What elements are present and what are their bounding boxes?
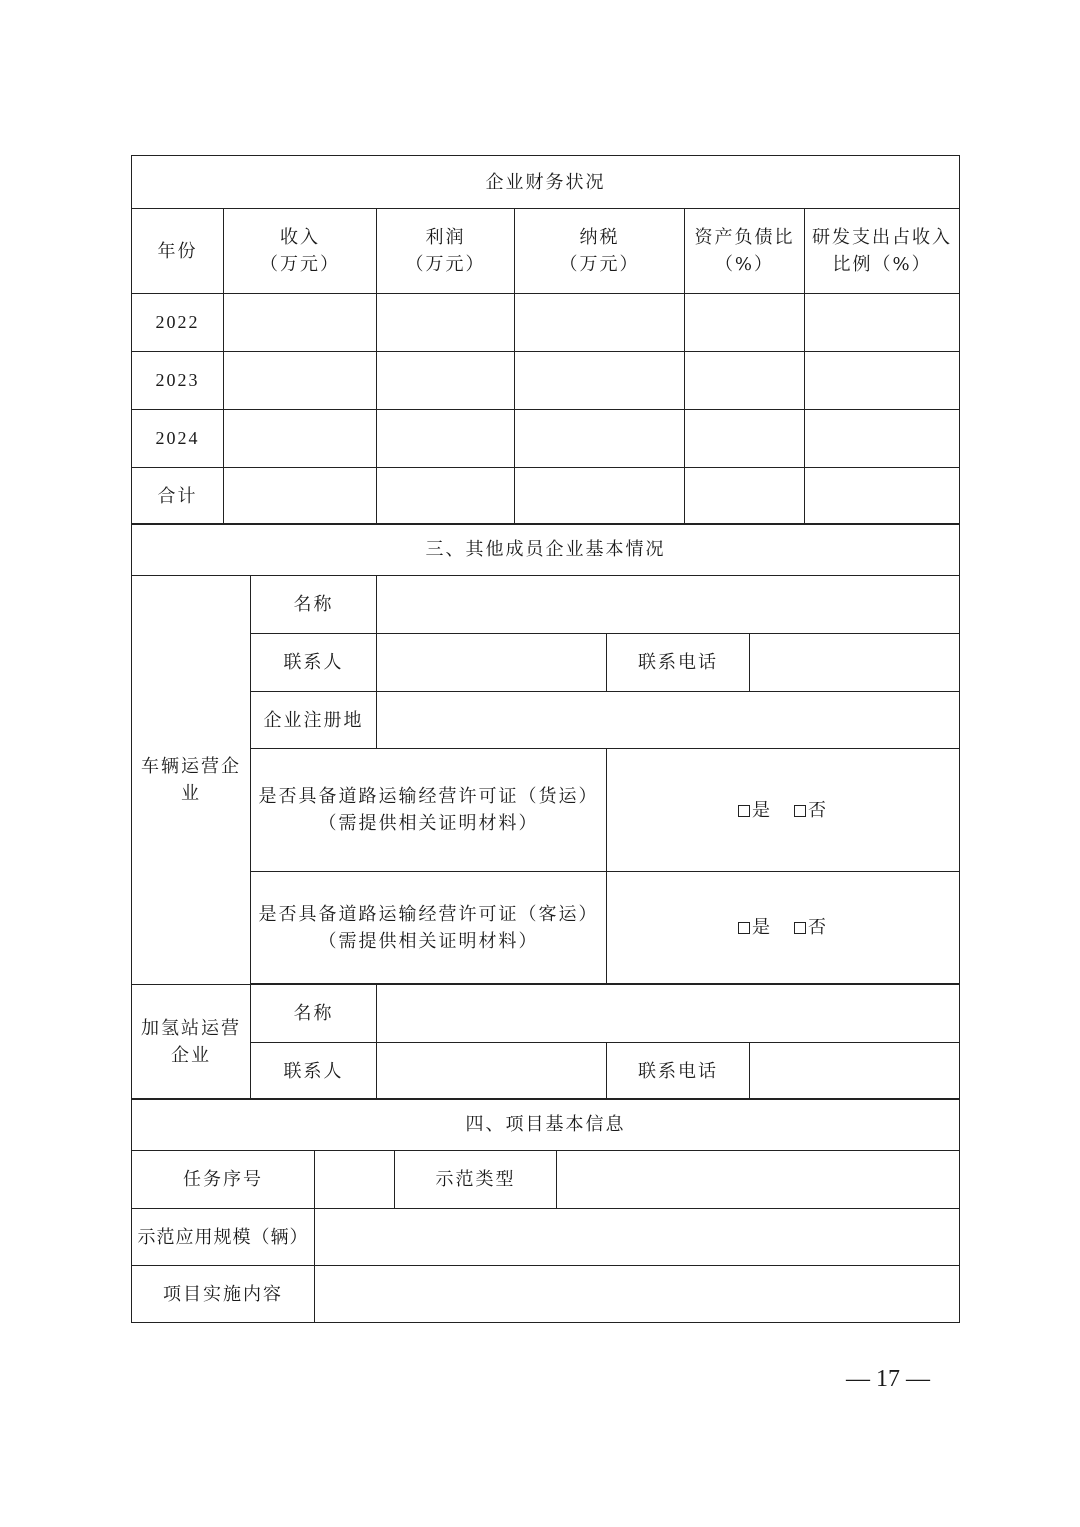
vehicle-contact-field[interactable] [377, 634, 607, 692]
checkbox-icon [738, 805, 750, 817]
demo-type-label: 示范类型 [395, 1151, 557, 1209]
member-companies-table [131, 523, 960, 1100]
table-row [132, 352, 960, 410]
profit-cell[interactable] [377, 410, 515, 468]
finance-header-row [132, 209, 960, 294]
passenger-yes-checkbox[interactable]: 是 [738, 917, 772, 938]
content-field[interactable] [315, 1266, 960, 1323]
hydrogen-phone-field[interactable] [750, 1043, 960, 1100]
hydrogen-operator-label: 加氢站运营 企业 [132, 985, 251, 1100]
rd-ratio-cell[interactable] [805, 294, 960, 352]
revenue-cell[interactable] [224, 410, 377, 468]
freight-license-options [607, 749, 960, 872]
freight-no-checkbox[interactable]: 否 [794, 800, 828, 821]
row-year: 2024 [132, 410, 224, 468]
freight-yes-checkbox[interactable]: 是 [738, 800, 772, 821]
hydrogen-phone-label: 联系电话 [607, 1043, 750, 1100]
passenger-no-checkbox[interactable]: 否 [794, 917, 828, 938]
vehicle-phone-field[interactable] [750, 634, 960, 692]
row-total: 合计 [132, 468, 224, 525]
freight-license-label: 是否具备道路运输经营许可证（货运） （需提供相关证明材料） [251, 749, 607, 872]
task-no-label: 任务序号 [132, 1151, 315, 1209]
vehicle-reg-label: 企业注册地 [251, 692, 377, 749]
revenue-cell[interactable] [224, 468, 377, 525]
row-year: 2022 [132, 294, 224, 352]
hydrogen-contact-label: 联系人 [251, 1043, 377, 1100]
header-revenue: 收入 （万元） [224, 209, 377, 294]
vehicle-reg-field[interactable] [377, 692, 960, 749]
table-row [132, 294, 960, 352]
checkbox-icon [738, 922, 750, 934]
scale-field[interactable] [315, 1209, 960, 1266]
tax-cell[interactable] [515, 294, 685, 352]
hydrogen-name-field[interactable] [377, 985, 960, 1043]
header-year: 年份 [132, 209, 224, 294]
passenger-license-options [607, 872, 960, 984]
vehicle-phone-label: 联系电话 [607, 634, 750, 692]
hydrogen-name-label: 名称 [251, 985, 377, 1043]
tax-cell[interactable] [515, 352, 685, 410]
finance-table [131, 155, 960, 525]
revenue-cell[interactable] [224, 352, 377, 410]
task-no-field[interactable] [315, 1151, 395, 1209]
header-debt-ratio: 资产负债比 （%） [685, 209, 805, 294]
debt-ratio-cell[interactable] [685, 294, 805, 352]
rd-ratio-cell[interactable] [805, 468, 960, 525]
row-year: 2023 [132, 352, 224, 410]
revenue-cell[interactable] [224, 294, 377, 352]
header-tax: 纳税 （万元） [515, 209, 685, 294]
debt-ratio-cell[interactable] [685, 352, 805, 410]
section3-title: 三、其他成员企业基本情况 [132, 524, 960, 576]
hydrogen-contact-field[interactable] [377, 1043, 607, 1100]
page-number: — 17 — [846, 1366, 930, 1392]
header-profit: 利润 （万元） [377, 209, 515, 294]
content-label: 项目实施内容 [132, 1266, 315, 1323]
scale-label: 示范应用规模（辆） [132, 1209, 315, 1266]
section4-title: 四、项目基本信息 [132, 1099, 960, 1151]
passenger-license-label: 是否具备道路运输经营许可证（客运） （需提供相关证明材料） [251, 872, 607, 984]
rd-ratio-cell[interactable] [805, 352, 960, 410]
checkbox-icon [794, 922, 806, 934]
table-row [132, 410, 960, 468]
project-info-table [131, 1098, 960, 1323]
profit-cell[interactable] [377, 352, 515, 410]
tax-cell[interactable] [515, 468, 685, 525]
header-rd-ratio: 研发支出占收入 比例（%） [805, 209, 960, 294]
rd-ratio-cell[interactable] [805, 410, 960, 468]
profit-cell[interactable] [377, 294, 515, 352]
debt-ratio-cell[interactable] [685, 468, 805, 525]
vehicle-operator-label: 车辆运营企 业 [132, 576, 251, 985]
vehicle-name-label: 名称 [251, 576, 377, 634]
vehicle-contact-label: 联系人 [251, 634, 377, 692]
finance-title: 企业财务状况 [132, 156, 960, 209]
tax-cell[interactable] [515, 410, 685, 468]
table-row [132, 468, 960, 525]
checkbox-icon [794, 805, 806, 817]
demo-type-field[interactable] [557, 1151, 960, 1209]
debt-ratio-cell[interactable] [685, 410, 805, 468]
profit-cell[interactable] [377, 468, 515, 525]
vehicle-name-field[interactable] [377, 576, 960, 634]
